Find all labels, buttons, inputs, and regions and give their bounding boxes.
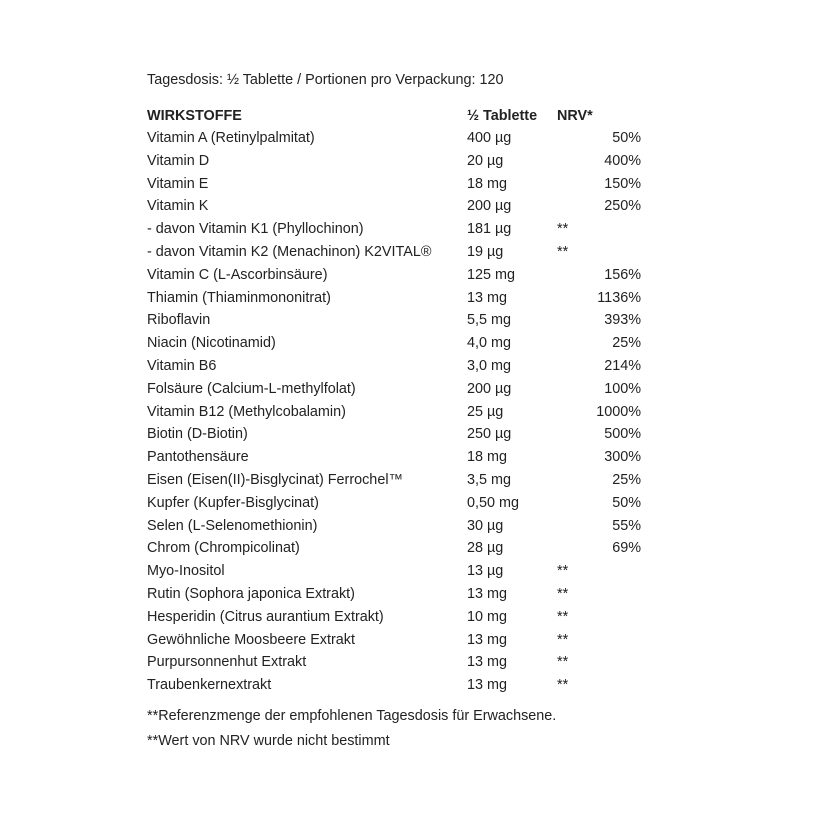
- ingredient-name: Folsäure (Calcium-L-methylfolat): [147, 380, 356, 397]
- ingredient-amount: 200 µg: [467, 198, 512, 215]
- ingredient-name: Vitamin D: [147, 152, 210, 169]
- ingredient-amount: 10 mg: [467, 608, 507, 625]
- table-row: [147, 651, 647, 674]
- ingredient-amount: 13 mg: [467, 654, 507, 671]
- ingredient-name: Traubenkernextrakt: [147, 677, 272, 694]
- ingredient-name: Eisen (Eisen(II)-Bisglycinat) Ferrochel™: [147, 472, 403, 488]
- ingredient-name: Vitamin B6: [147, 358, 217, 374]
- ingredient-nrv: 1136%: [597, 289, 641, 306]
- table-row: [147, 378, 647, 401]
- ingredient-nrv: 156%: [604, 266, 641, 283]
- header-ingredients: WIRKSTOFFE: [147, 108, 242, 124]
- ingredient-nrv: 393%: [604, 312, 641, 329]
- ingredient-amount: 19 µg: [467, 244, 504, 260]
- ingredient-amount: 13 mg: [467, 677, 507, 694]
- ingredient-amount: 13 mg: [467, 586, 507, 602]
- table-row: [147, 583, 647, 606]
- ingredient-name: Rutin (Sophora japonica Extrakt): [147, 586, 355, 602]
- ingredient-name: Hesperidin (Citrus aurantium Extrakt): [147, 608, 384, 625]
- table-row: [147, 492, 647, 515]
- ingredient-name: Gewöhnliche Moosbeere Extrakt: [147, 631, 355, 648]
- ingredient-nrv: 300%: [604, 449, 641, 466]
- table-row: [147, 287, 647, 310]
- table-row: [147, 629, 647, 652]
- table-row: [147, 674, 647, 697]
- ingredient-amount: 30 µg: [467, 517, 504, 534]
- ingredient-name: Vitamin C (L-Ascorbinsäure): [147, 266, 328, 283]
- ingredient-name: Riboflavin: [147, 312, 211, 329]
- ingredient-nrv: 250%: [604, 198, 641, 215]
- table-header: [147, 105, 647, 128]
- ingredient-nrv: **: [557, 631, 569, 648]
- table-row: [147, 537, 647, 560]
- table-row: [147, 150, 647, 173]
- ingredient-amount: 181 µg: [467, 221, 512, 238]
- ingredient-amount: 200 µg: [467, 380, 512, 397]
- ingredient-name: Kupfer (Kupfer-Bisglycinat): [147, 494, 319, 511]
- ingredient-nrv: 100%: [604, 380, 641, 397]
- ingredient-nrv: **: [557, 221, 569, 238]
- ingredient-nrv: 150%: [604, 175, 641, 192]
- ingredient-nrv: **: [557, 608, 569, 625]
- ingredient-nrv: 69%: [612, 540, 641, 557]
- ingredient-name: Vitamin A (Retinylpalmitat): [147, 130, 315, 146]
- ingredient-name: Biotin (D-Biotin): [147, 426, 248, 443]
- ingredient-name: Thiamin (Thiaminmononitrat): [147, 289, 331, 306]
- ingredient-amount: 20 µg: [467, 152, 504, 169]
- ingredient-nrv: 50%: [612, 494, 641, 511]
- ingredient-amount: 13 µg: [467, 563, 504, 580]
- table-row: [147, 355, 647, 378]
- ingredient-nrv: 55%: [612, 517, 641, 534]
- ingredient-amount: 18 mg: [467, 449, 507, 466]
- ingredient-nrv: 214%: [604, 358, 641, 374]
- table-row: [147, 173, 647, 196]
- ingredient-nrv: **: [557, 677, 569, 694]
- ingredient-nrv: 1000%: [596, 403, 641, 420]
- ingredient-amount: 25 µg: [467, 403, 504, 420]
- table-row: [147, 195, 647, 218]
- ingredient-amount: 28 µg: [467, 540, 504, 557]
- ingredient-name: Vitamin K: [147, 198, 209, 215]
- ingredient-nrv: **: [557, 654, 569, 671]
- ingredient-nrv: 50%: [612, 130, 641, 146]
- table-row: [147, 515, 647, 538]
- header-amount: ½ Tablette: [467, 108, 538, 124]
- ingredient-amount: 18 mg: [467, 175, 507, 192]
- table-row: [147, 423, 647, 446]
- table-row: [147, 241, 647, 264]
- ingredient-nrv: **: [557, 586, 569, 602]
- daily-dose-line: Tagesdosis: ½ Tablette / Portionen pro Verpackung: 120: [147, 72, 504, 88]
- ingredient-name: Niacin (Nicotinamid): [147, 335, 276, 352]
- table-row: [147, 401, 647, 424]
- ingredient-name: - davon Vitamin K2 (Menachinon) K2VITAL®: [147, 244, 432, 260]
- ingredient-name: Purpursonnenhut Extrakt: [147, 654, 307, 671]
- ingredient-name: Myo-Inositol: [147, 563, 225, 580]
- ingredient-nrv: **: [557, 563, 569, 580]
- ingredient-amount: 13 mg: [467, 631, 507, 648]
- ingredient-name: Selen (L-Selenomethionin): [147, 517, 318, 534]
- table-row: [147, 446, 647, 469]
- ingredient-nrv: 400%: [604, 152, 641, 169]
- ingredient-name: - davon Vitamin K1 (Phyllochinon): [147, 221, 364, 238]
- ingredient-amount: 0,50 mg: [467, 494, 519, 511]
- table-row: [147, 560, 647, 583]
- table-row: [147, 309, 647, 332]
- ingredient-nrv: 25%: [612, 335, 641, 352]
- footnote-nrv-not-determined: **Wert von NRV wurde nicht bestimmt: [147, 733, 390, 749]
- footnote-nrv-reference: **Referenzmenge der empfohlenen Tagesdosis für Erwachsene.: [147, 708, 557, 724]
- ingredient-amount: 125 mg: [467, 266, 515, 283]
- ingredient-name: Vitamin E: [147, 175, 209, 192]
- table-row: [147, 469, 647, 492]
- ingredient-nrv: 500%: [604, 426, 641, 443]
- ingredient-nrv: **: [557, 244, 569, 260]
- table-row: [147, 127, 647, 150]
- table-row: [147, 332, 647, 355]
- ingredient-amount: 5,5 mg: [467, 312, 511, 329]
- table-row: [147, 606, 647, 629]
- ingredient-name: Pantothensäure: [147, 449, 249, 466]
- ingredient-nrv: 25%: [612, 472, 641, 488]
- ingredient-amount: 13 mg: [467, 289, 507, 306]
- header-nrv: NRV*: [557, 108, 593, 124]
- ingredient-name: Chrom (Chrompicolinat): [147, 540, 300, 557]
- ingredient-amount: 3,0 mg: [467, 358, 511, 374]
- ingredient-name: Vitamin B12 (Methylcobalamin): [147, 403, 346, 420]
- ingredient-amount: 250 µg: [467, 426, 512, 443]
- ingredient-amount: 3,5 mg: [467, 472, 511, 488]
- ingredient-amount: 4,0 mg: [467, 335, 511, 352]
- table-row: [147, 218, 647, 241]
- table-row: [147, 264, 647, 287]
- ingredient-amount: 400 µg: [467, 130, 512, 146]
